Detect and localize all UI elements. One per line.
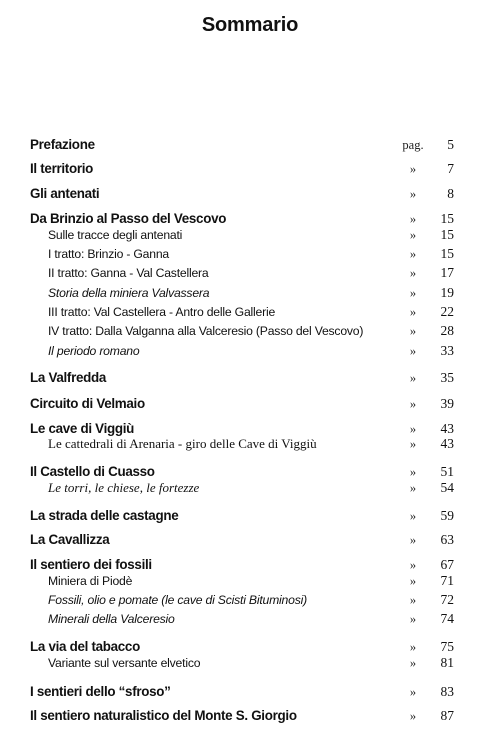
entry-title: Le cave di Viggiù: [30, 421, 135, 436]
entry-title: Le torri, le chiese, le fortezze: [48, 480, 200, 495]
toc-entry: [0, 610, 500, 628]
toc-entry: [0, 572, 500, 590]
entry-page: 43: [440, 436, 454, 451]
entry-title: Il sentiero dei fossili: [30, 557, 152, 572]
entry-page: 15: [440, 211, 454, 226]
toc-entry: [0, 185, 500, 203]
toc-entry: [0, 136, 500, 154]
toc-entry: [0, 342, 500, 360]
entry-marker: »: [409, 593, 417, 607]
entry-title: Le cattedrali di Arenaria - giro delle Cave di Viggiù: [48, 436, 317, 451]
entry-page: 17: [440, 265, 454, 280]
entry-marker: »: [409, 574, 417, 588]
entry-page: 87: [440, 708, 454, 723]
entry-page: 51: [440, 464, 454, 479]
toc-entry: [0, 531, 500, 549]
entry-marker: »: [409, 640, 417, 654]
entry-page: 75: [440, 639, 454, 654]
entry-page: 43: [440, 421, 454, 436]
entry-page: 63: [440, 532, 454, 547]
entry-page: 15: [440, 227, 454, 242]
entry-title: Miniera di Piodè: [48, 574, 133, 588]
entry-marker: »: [409, 228, 417, 242]
entry-title: Il periodo romano: [48, 344, 140, 358]
entry-page: 72: [440, 592, 454, 607]
entry-title: Il Castello di Cuasso: [30, 464, 155, 479]
entry-title: Sulle tracce degli antenati: [48, 228, 183, 242]
entry-title: La Valfredda: [30, 370, 107, 385]
toc-entry: [0, 369, 500, 387]
entry-page: 81: [440, 655, 454, 670]
entry-marker: »: [409, 397, 417, 411]
toc-entry: [0, 591, 500, 609]
entry-page: 28: [440, 323, 454, 338]
entry-page: 59: [440, 508, 454, 523]
toc-entry: [0, 435, 500, 453]
entry-title: Il sentiero naturalistico del Monte S. Giorgio: [30, 708, 297, 723]
entry-page: 71: [440, 573, 454, 588]
page-title: Sommario: [201, 14, 299, 36]
entry-marker: »: [409, 371, 417, 385]
toc-entry: [0, 395, 500, 413]
entry-page: 33: [440, 343, 454, 358]
entry-marker: »: [409, 685, 417, 699]
entry-page: 54: [440, 480, 454, 495]
entry-title: La strada delle castagne: [30, 508, 179, 523]
toc-entry: [0, 284, 500, 302]
toc-entry: [0, 707, 500, 725]
entry-marker: »: [409, 187, 417, 201]
entry-marker: »: [409, 533, 417, 547]
entry-marker: »: [409, 247, 417, 261]
toc-entry: [0, 160, 500, 178]
entry-page: 7: [447, 161, 454, 176]
toc-entry: [0, 245, 500, 263]
entry-title: III tratto: Val Castellera - Antro delle Gallerie: [48, 305, 276, 319]
entry-title: Minerali della Valceresio: [48, 612, 175, 626]
entry-marker: »: [409, 437, 417, 451]
entry-title: Gli antenati: [30, 186, 100, 201]
entry-marker: »: [409, 509, 417, 523]
entry-title: Circuito di Velmaio: [30, 396, 145, 411]
entry-marker: »: [409, 286, 417, 300]
entry-page: 74: [440, 611, 454, 626]
entry-title: II tratto: Ganna - Val Castellera: [48, 266, 209, 280]
entry-title: Storia della miniera Valvassera: [48, 286, 210, 300]
entry-page: 8: [447, 186, 454, 201]
entry-title: I tratto: Brinzio - Ganna: [48, 247, 169, 261]
entry-marker: pag.: [402, 138, 424, 152]
entry-marker: »: [409, 266, 417, 280]
entry-title: I sentieri dello “sfroso”: [30, 684, 171, 699]
toc-entry: [0, 683, 500, 701]
entry-marker: »: [409, 481, 417, 495]
toc-entry: [0, 303, 500, 321]
toc-entry: [0, 479, 500, 497]
entry-title: Fossili, olio e pomate (le cave di Scisti Bituminosi): [48, 593, 307, 607]
toc-entry: [0, 507, 500, 525]
toc-entry: [0, 322, 500, 340]
entry-marker: »: [409, 558, 417, 572]
entry-page: 67: [440, 557, 454, 572]
toc-entry: [0, 226, 500, 244]
toc-entry: [0, 654, 500, 672]
entry-marker: »: [409, 344, 417, 358]
entry-page: 22: [440, 304, 454, 319]
entry-page: 39: [440, 396, 454, 411]
entry-marker: »: [409, 709, 417, 723]
entry-page: 5: [447, 137, 454, 152]
entry-title: Prefazione: [30, 137, 95, 152]
entry-marker: »: [409, 612, 417, 626]
entry-marker: »: [409, 324, 417, 338]
entry-page: 35: [440, 370, 454, 385]
entry-title: La Cavallizza: [30, 532, 110, 547]
entry-title: Da Brinzio al Passo del Vescovo: [30, 211, 227, 226]
entry-marker: »: [409, 212, 417, 226]
entry-title: Variante sul versante elvetico: [48, 656, 201, 670]
entry-marker: »: [409, 422, 417, 436]
entry-marker: »: [409, 656, 417, 670]
entry-marker: »: [409, 305, 417, 319]
toc-entry: [0, 264, 500, 282]
entry-page: 19: [440, 285, 454, 300]
entry-title: La via del tabacco: [30, 639, 140, 654]
entry-marker: »: [409, 465, 417, 479]
entry-title: IV tratto: Dalla Valganna alla Valceresio (Passo del Vescovo): [48, 324, 364, 338]
entry-title: Il territorio: [30, 161, 94, 176]
entry-page: 15: [440, 246, 454, 261]
entry-marker: »: [409, 162, 417, 176]
entry-page: 83: [440, 684, 454, 699]
